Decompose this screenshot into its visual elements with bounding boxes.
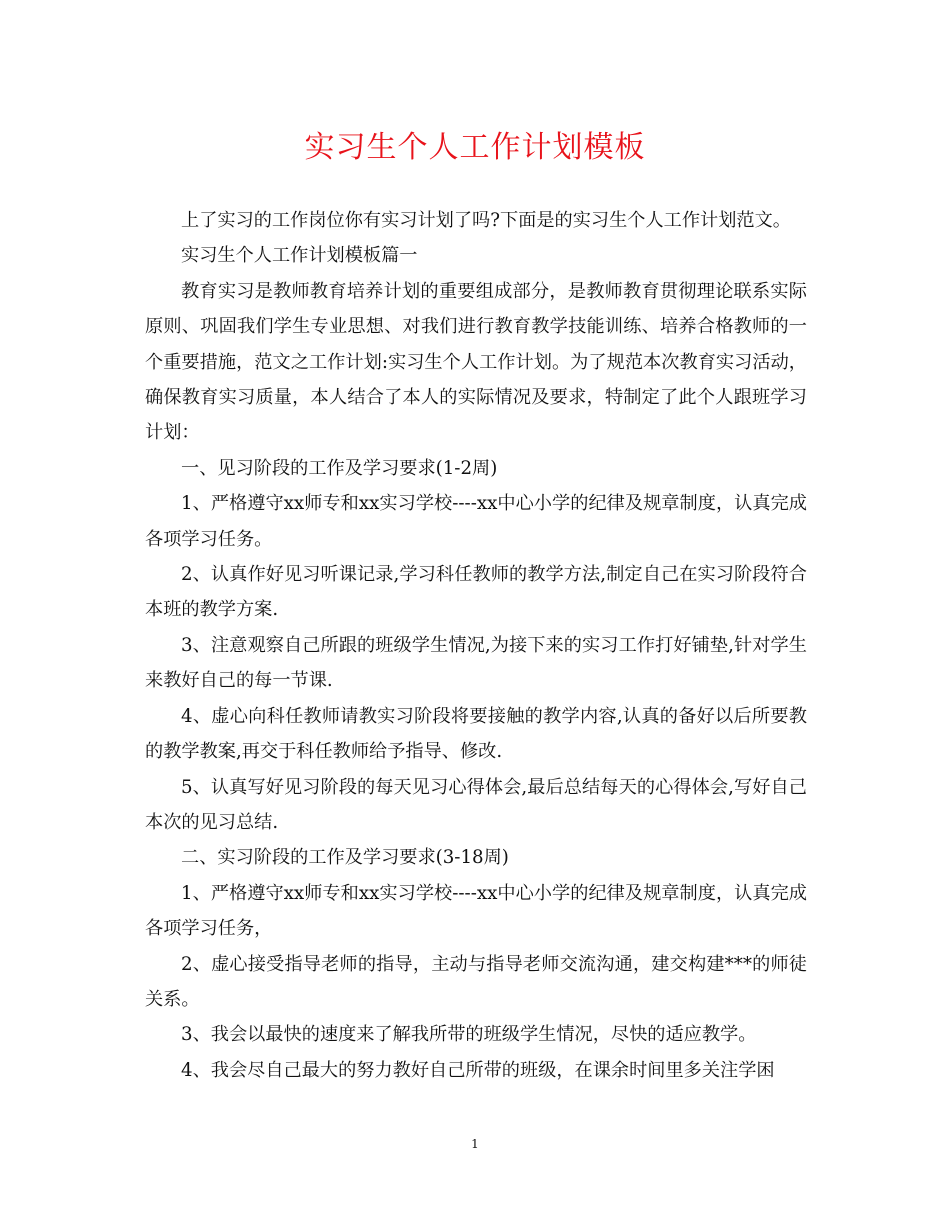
list-item: 4、我会尽自己最大的努力教好自己所带的班级，在课余时间里多关注学困 bbox=[181, 1059, 775, 1081]
list-item: 1、严格遵守xx师专和xx实习学校----xx中心小学的纪律及规章制度，认真完成各项学习任务。 bbox=[145, 493, 807, 550]
document-body bbox=[145, 203, 807, 1088]
list-item: 2、认真作好见习听课记录,学习科任教师的教学方法,制定自己在实习阶段符合本班的教学方案. bbox=[145, 564, 807, 621]
page-number: 1 bbox=[471, 1137, 479, 1151]
paragraph-intro: 上了实习的工作岗位你有实习计划了吗?下面是的实习生个人工作计划范文。 bbox=[181, 210, 791, 231]
list-item: 5、认真写好见习阶段的每天见习心得体会,最后总结每天的心得体会,写好自己本次的见习总结. bbox=[145, 776, 807, 833]
list-item: 2、虚心接受指导老师的指导，主动与指导老师交流沟通，建交构建***的师徒关系。 bbox=[145, 953, 807, 1010]
list-item: 3、我会以最快的速度来了解我所带的班级学生情况，尽快的适应教学。 bbox=[181, 1024, 757, 1046]
list-item: 3、注意观察自己所跟的班级学生情况,为接下来的实习工作打好铺垫,针对学生来教好自己的每一节课. bbox=[145, 634, 807, 692]
document-title: 实习生个人工作计划模板 bbox=[304, 130, 646, 165]
paragraph-heading-part-one: 实习生个人工作计划模板篇一 bbox=[181, 245, 418, 267]
list-item: 4、虚心向科任教师请教实习阶段将要接触的教学内容,认真的备好以后所要教的教学教案,再交于科任教师给予指导、修改. bbox=[145, 705, 807, 763]
list-item: 1、严格遵守xx师专和xx实习学校----xx中心小学的纪律及规章制度，认真完成各项学习任务， bbox=[145, 882, 807, 940]
section-heading-internship: 二、实习阶段的工作及学习要求(3-18周) bbox=[181, 847, 509, 869]
paragraph-purpose: 教育实习是教师教育培养计划的重要组成部分，是教师教育贯彻理论联系实际原则、巩固我们学生专业思想、对我们进行教育教学技能训练、培养合格教师的一个重要措施，范文之工作计划:实习生个人工作计划。为了规范本次教育实习活动，确保教育实习质量，本人结合了本人的实际情况及要求，特制定了此个人跟班学习计划： bbox=[145, 280, 807, 444]
section-heading-observation: 一、见习阶段的工作及学习要求(1-2周) bbox=[181, 457, 498, 479]
